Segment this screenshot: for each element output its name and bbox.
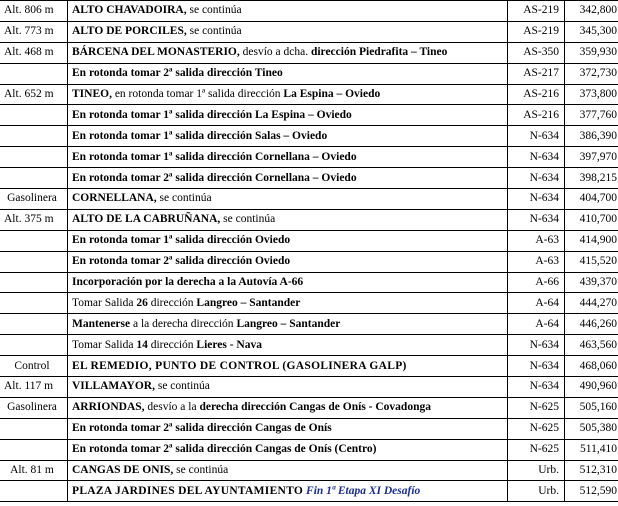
instruction-text: Tomar Salida [72,338,137,351]
instruction-cell [68,314,508,335]
instruction-cell [68,1,508,22]
instruction-text: Langreo – Santander [236,317,341,330]
table-row [0,105,618,126]
km-cell: 372,730 [565,63,618,84]
altitude-cell [0,335,68,356]
instruction-text: ALTO CHAVADOIRA, [72,4,187,17]
instruction-text: en rotonda tomar 1ª salida dirección [111,88,284,100]
road-cell: N-634 [508,377,565,398]
altitude-cell [0,63,68,84]
instruction-text: Mantenerse [72,317,131,330]
road-cell: AS-216 [508,84,565,105]
km-cell: 386,390 [565,126,618,147]
instruction-cell [68,397,508,418]
altitude-cell [0,439,68,460]
altitude-cell [0,251,68,272]
road-cell: AS-217 [508,63,565,84]
table-row [0,377,618,398]
km-cell: 446,260 [565,314,618,335]
instruction-text: EL REMEDIO, PUNTO DE CONTROL (GASOLINERA GALP) [72,359,407,372]
km-cell: 505,160 [565,397,618,418]
road-cell: AS-350 [508,42,565,63]
instruction-cell [68,209,508,230]
instruction-text: Fin 1ª Etapa XI Desafío [306,484,421,497]
road-cell: N-634 [508,189,565,210]
table-row [0,481,618,502]
altitude-cell: Alt. 806 m [0,1,68,22]
altitude-cell: Alt. 117 m [0,377,68,398]
road-cell: AS-219 [508,1,565,22]
instruction-text: desvío a la [144,401,200,414]
road-cell: A-64 [508,314,565,335]
instruction-cell [68,481,508,502]
road-cell: Urb. [508,481,565,502]
altitude-cell: Alt. 375 m [0,209,68,230]
instruction-cell [68,418,508,439]
table-row [0,293,618,314]
road-cell: N-625 [508,418,565,439]
instruction-cell [68,335,508,356]
instruction-text: Tomar Salida [72,296,137,309]
instruction-text: ALTO DE PORCILES, [72,25,187,38]
table-row [0,272,618,293]
table-row [0,251,618,272]
km-cell: 345,300 [565,21,618,42]
instruction-cell [68,42,508,63]
altitude-cell [0,481,68,502]
km-cell: 468,060 [565,356,618,377]
instruction-text: En rotonda tomar 2ª salida dirección Cangas de Onís [72,422,332,435]
instruction-text: se continúa [220,213,276,226]
altitude-cell: Alt. 81 m [0,460,68,481]
instruction-cell [68,439,508,460]
instruction-text: En rotonda tomar 1ª salida dirección Cornellana – Oviedo [72,150,357,163]
km-cell: 373,800 [565,84,618,105]
road-cell: N-634 [508,335,565,356]
road-cell: N-634 [508,209,565,230]
altitude-cell [0,314,68,335]
table-row [0,1,618,22]
instruction-text: 26 [136,296,148,309]
km-cell: 444,270 [565,293,618,314]
instruction-cell [68,251,508,272]
instruction-text: se continúa [186,4,242,17]
instruction-text: Langreo – Santander [196,296,301,309]
altitude-cell [0,418,68,439]
instruction-text: dirección [147,296,197,309]
road-cell: A-63 [508,230,565,251]
instruction-text: CANGAS DE ONIS, [72,464,174,477]
instruction-text: En rotonda tomar 2ª salida dirección Oviedo [72,255,291,268]
instruction-cell [68,63,508,84]
instruction-text: CORNELLANA, [72,192,157,205]
road-cell: AS-219 [508,21,565,42]
instruction-text: ARRIONDAS, [72,401,145,414]
instruction-cell [68,272,508,293]
instruction-text: desvío a dcha. [239,46,311,59]
km-cell: 398,215 [565,168,618,189]
instruction-text: se continúa [173,464,229,477]
km-cell: 463,560 [565,335,618,356]
instruction-text: En rotonda tomar 1ª salida dirección Oviedo [72,234,291,247]
table-row [0,147,618,168]
altitude-cell: Gasolinera [0,397,68,418]
road-cell: N-634 [508,147,565,168]
instruction-text: En rotonda tomar 2ª salida dirección Cornellana – Oviedo [72,171,357,184]
instruction-text: Incorporación por la derecha a la Autovía A-66 [72,276,304,289]
instruction-text: dirección Piedrafita – Tineo [310,46,448,59]
instruction-cell [68,230,508,251]
instruction-cell [68,105,508,126]
instruction-text: se continúa [154,380,210,393]
roadbook-body [0,1,618,502]
km-cell: 359,930 [565,42,618,63]
instruction-text: En rotonda tomar 2ª salida dirección Tineo [72,67,283,80]
instruction-text: VILLAMAYOR, [72,380,155,393]
table-row [0,168,618,189]
table-row [0,189,618,210]
instruction-text: dirección [147,338,197,351]
road-cell: N-634 [508,356,565,377]
road-cell: N-625 [508,439,565,460]
altitude-cell [0,293,68,314]
instruction-cell [68,168,508,189]
road-cell: N-634 [508,126,565,147]
road-cell: Urb. [508,460,565,481]
km-cell: 490,960 [565,377,618,398]
instruction-cell [68,21,508,42]
instruction-text: La Espina – Oviedo [283,88,381,100]
km-cell: 377,760 [565,105,618,126]
altitude-cell: Alt. 773 m [0,21,68,42]
km-cell: 439,370 [565,272,618,293]
instruction-text: BÁRCENA DEL MONASTERIO, [72,46,240,59]
instruction-cell [68,189,508,210]
instruction-text: se continúa [156,192,212,205]
km-cell: 512,310 [565,460,618,481]
road-cell: A-66 [508,272,565,293]
table-row [0,314,618,335]
table-row [0,126,618,147]
instruction-cell [68,356,508,377]
table-row [0,84,618,105]
table-row [0,439,618,460]
km-cell: 397,970 [565,147,618,168]
instruction-text: 14 [136,338,148,351]
instruction-cell [68,84,508,105]
instruction-text: TINEO, [72,88,112,100]
altitude-cell: Gasolinera [0,189,68,210]
road-cell: N-634 [508,168,565,189]
table-row [0,418,618,439]
km-cell: 415,520 [565,251,618,272]
altitude-cell: Alt. 468 m [0,42,68,63]
altitude-cell [0,105,68,126]
km-cell: 512,590 [565,481,618,502]
instruction-cell [68,377,508,398]
km-cell: 511,410 [565,439,618,460]
instruction-text: En rotonda tomar 2ª salida dirección Cangas de Onís (Centro) [72,443,377,456]
road-cell: N-625 [508,397,565,418]
table-row [0,356,618,377]
instruction-text: PLAZA JARDINES DEL AYUNTAMIENTO [72,484,304,497]
instruction-cell [68,293,508,314]
km-cell: 414,900 [565,230,618,251]
altitude-cell [0,272,68,293]
km-cell: 505,380 [565,418,618,439]
instruction-text: se continúa [186,25,242,38]
instruction-text: ALTO DE LA CABRUÑANA, [72,213,221,226]
km-cell: 404,700 [565,189,618,210]
instruction-cell [68,460,508,481]
road-cell: A-64 [508,293,565,314]
table-row [0,209,618,230]
instruction-text: derecha dirección Cangas de Onís - Covadonga [199,401,431,414]
table-row [0,21,618,42]
table-row [0,230,618,251]
altitude-cell: Control [0,356,68,377]
table-row [0,397,618,418]
altitude-cell [0,230,68,251]
km-cell: 342,800 [565,1,618,22]
altitude-cell [0,126,68,147]
table-row [0,335,618,356]
instruction-text: En rotonda tomar 1ª salida dirección Salas – Oviedo [72,129,328,142]
instruction-cell [68,147,508,168]
altitude-cell [0,147,68,168]
km-cell: 410,700 [565,209,618,230]
table-row [0,63,618,84]
instruction-cell [68,126,508,147]
table-row [0,42,618,63]
instruction-text: Lieres - Nava [196,338,262,351]
table-row [0,460,618,481]
altitude-cell: Alt. 652 m [0,84,68,105]
road-cell: AS-216 [508,105,565,126]
altitude-cell [0,168,68,189]
road-cell: A-63 [508,251,565,272]
instruction-text: En rotonda tomar 1ª salida dirección La Espina – Oviedo [72,108,352,121]
instruction-text: a la derecha dirección [130,317,237,330]
